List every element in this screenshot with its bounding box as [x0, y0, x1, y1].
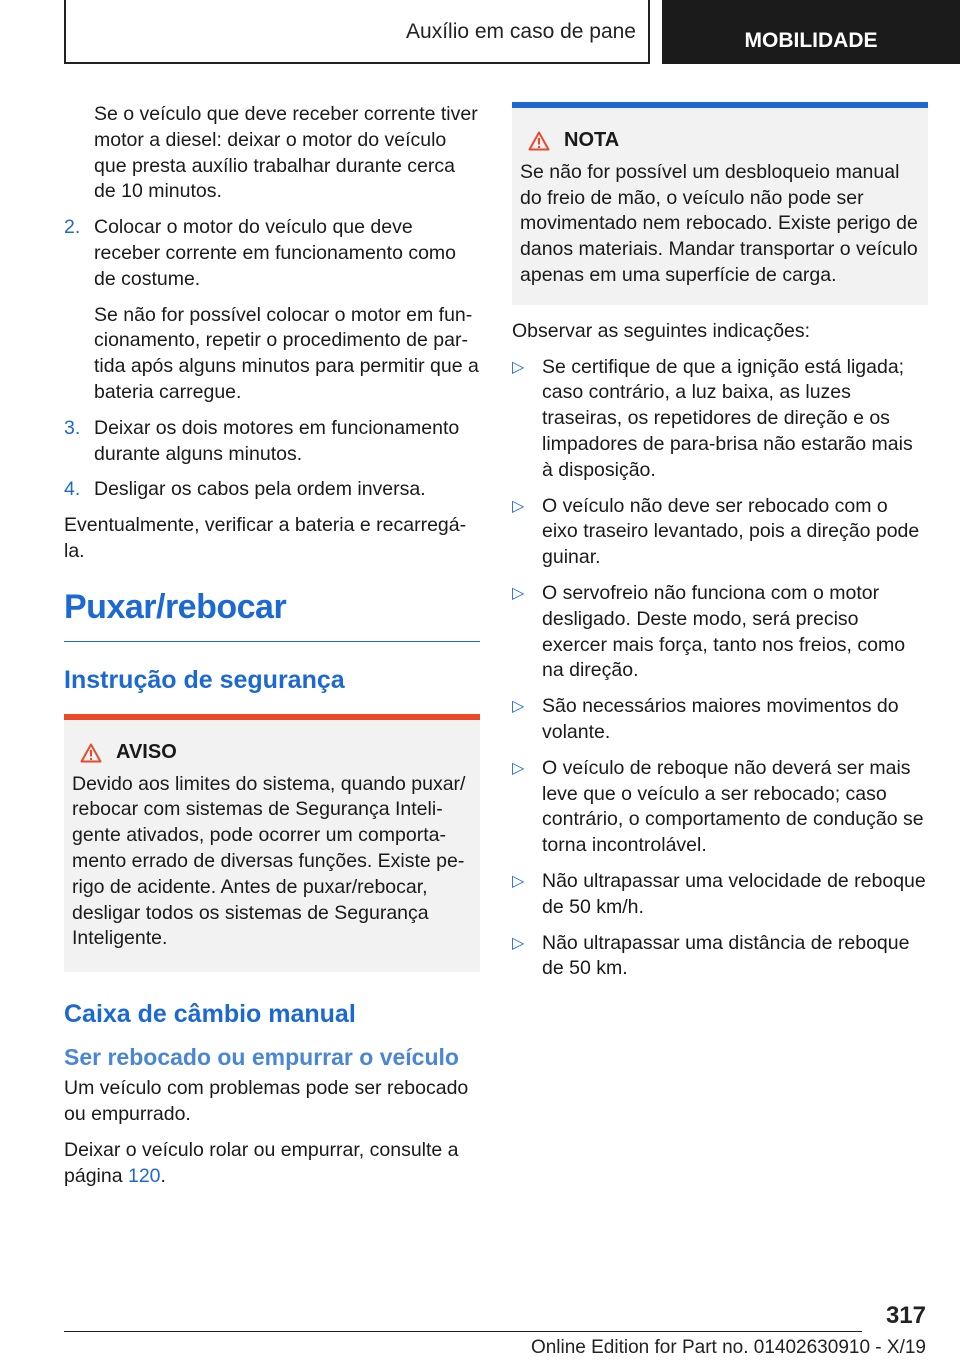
list-item — [512, 694, 928, 746]
right-column — [512, 102, 928, 992]
list-item-text: São necessários maiores movimentos do volante. — [542, 695, 899, 743]
step-3 — [64, 416, 480, 468]
step-1-continuation: Se o veículo que deve receber corrente tiver motor a diesel: deixar o motor do veículo que presta auxílio trabalhar durante cerca de 10 minutos. — [94, 103, 478, 203]
warning-triangle-icon — [80, 743, 102, 763]
list-item-text: O veículo de reboque não deverá ser mais leve que o veículo a ser rebocado; caso contrário, o comportamento de condução se torna incontrolável. — [542, 756, 924, 857]
manual-transmission-heading: Caixa de câmbio manual — [64, 1000, 356, 1029]
page-reference-link[interactable]: 120 — [127, 1164, 161, 1187]
note-title-row — [520, 128, 920, 154]
list-item — [512, 355, 928, 484]
warning-text: Devido aos limites do sistema, quando puxar/ rebocar com sistemas de Segurança Inteligente ativados, pode ocorrer um comportamento errado de diversas funções. Existe perigo de acidente. Antes de puxar/rebocar, desligar todos os sistemas de Segurança Inteligente. — [72, 772, 466, 950]
triangle-bullet-icon: ▷ — [512, 872, 525, 890]
note-box — [512, 102, 928, 305]
warning-triangle-icon — [528, 131, 550, 151]
list-item — [512, 931, 928, 983]
step-2 — [64, 215, 480, 406]
footer-edition: Online Edition for Part no. 01402630910 - X/19 — [530, 1337, 926, 1358]
list-item-text: O veículo não deve ser rebocado com o eixo traseiro levantado, pois a direção pode guinar. — [542, 494, 920, 569]
triangle-bullet-icon: ▷ — [512, 358, 525, 376]
triangle-bullet-icon: ▷ — [512, 759, 525, 777]
step-text: Deixar os dois motores em funcionamento durante alguns minutos. — [94, 416, 460, 465]
tow-paragraph-2 — [64, 1138, 480, 1190]
step-text: Desligar os cabos pela ordem inversa. — [94, 478, 426, 501]
list-item — [512, 581, 928, 684]
triangle-bullet-icon: ▷ — [512, 584, 525, 602]
tow-push-heading: Ser rebocado ou empurrar o veículo — [64, 1044, 459, 1071]
header-chapter-tab — [662, 0, 960, 64]
left-column — [64, 102, 480, 1199]
step-number: 2. — [64, 216, 81, 239]
triangle-bullet-icon: ▷ — [512, 698, 525, 716]
step-subtext: Se não for possível colocar o motor em funcionamento, repetir o procedimento de partida após alguns minutos para permitir que a bateria carregue. — [94, 303, 479, 403]
list-item-text: O servofreio não funciona com o motor desligado. Deste modo, será preciso exercer mais força, tanto nos freios, como na direção. — [542, 581, 906, 682]
instructions-intro: Observar as seguintes indicações: — [512, 319, 811, 342]
header-rule — [64, 62, 650, 64]
step-4 — [64, 477, 480, 503]
after-steps-note: Eventualmente, verificar a bateria e recarregá-la. — [64, 514, 467, 562]
header-chapter-label: MOBILIDADE — [744, 29, 878, 53]
step-text: Colocar o motor do veículo que deve receber corrente em funcionamento como de costume. — [94, 216, 457, 290]
warning-title-row — [72, 740, 472, 766]
list-item-text: Se certifique de que a ignição está ligada; caso contrário, a luz baixa, as luzes traseiras, os repetidores de direção e os limpadores de para-brisa não estarão mais à disposição. — [542, 355, 913, 481]
note-text: Se não for possível um desbloqueio manual do freio de mão, o veículo não pode ser movimentado nem rebocado. Existe perigo de danos materiais. Mandar transportar o veículo apenas em uma superfície de carga. — [520, 160, 918, 286]
step-number: 4. — [64, 478, 81, 501]
warning-box — [64, 714, 480, 972]
page-number: 317 — [885, 1302, 926, 1329]
instructions-list — [512, 355, 928, 983]
list-item — [512, 494, 928, 571]
list-item — [512, 756, 928, 859]
safety-heading: Instrução de segurança — [64, 665, 345, 694]
header-frame-divider — [648, 0, 650, 64]
triangle-bullet-icon: ▷ — [512, 497, 525, 515]
tow-paragraph-1: Um veículo com problemas pode ser rebocado ou empurrado. — [64, 1077, 469, 1125]
footer-rule — [64, 1331, 862, 1332]
tow-paragraph-2-end: . — [160, 1164, 166, 1187]
list-item-text: Não ultrapassar uma velocidade de reboque de 50 km/h. — [542, 869, 926, 918]
section-heading: Puxar/rebocar — [64, 587, 480, 642]
step-number: 3. — [64, 416, 81, 439]
tow-paragraph-2-text: Deixar o veículo rolar ou empurrar, consulte a página — [64, 1138, 459, 1187]
warning-title: AVISO — [116, 740, 177, 763]
list-item — [512, 869, 928, 921]
note-title: NOTA — [564, 129, 620, 151]
triangle-bullet-icon: ▷ — [512, 934, 525, 952]
list-item-text: Não ultrapassar uma distância de reboque de 50 km. — [542, 931, 910, 980]
header-section-title: Auxílio em caso de pane — [406, 20, 636, 43]
